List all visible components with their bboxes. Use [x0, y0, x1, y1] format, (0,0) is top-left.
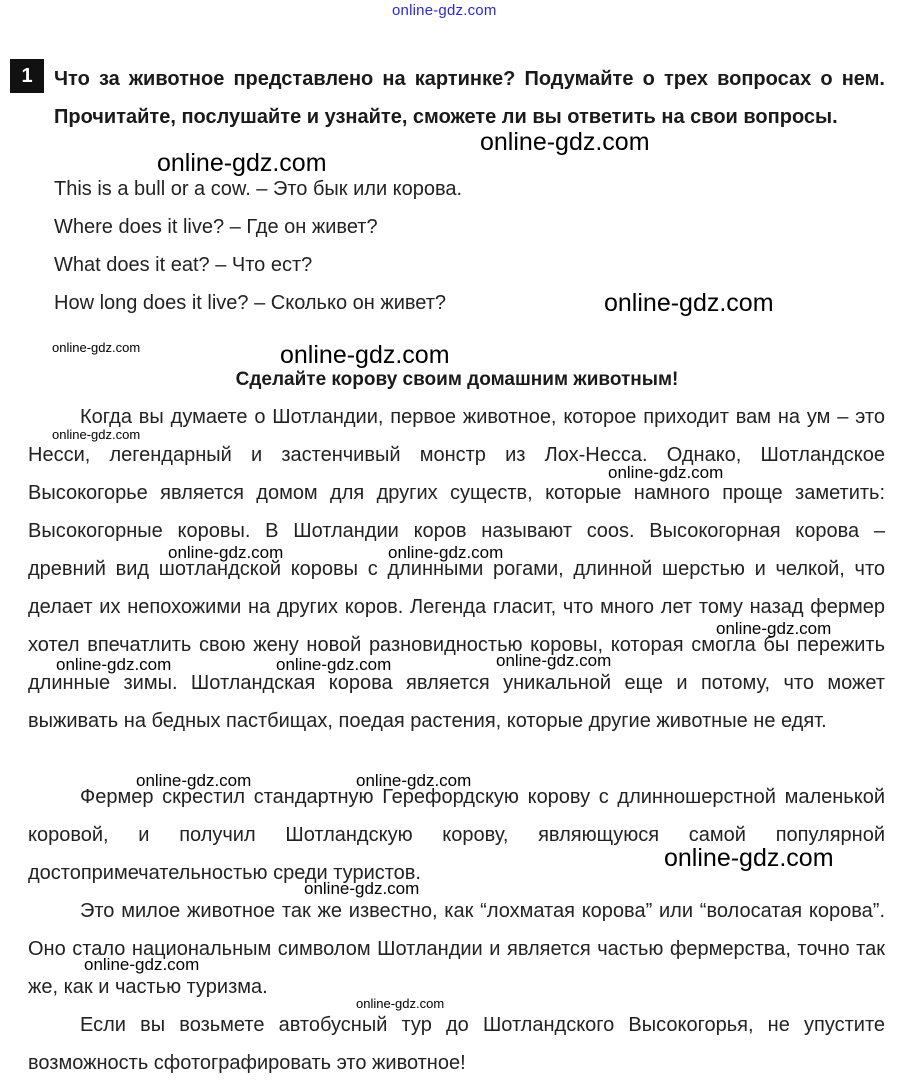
article-paragraph: Если вы возьмете автобусный тур до Шотландского Высокогорья, не упустите возможность сфотографировать это животное! [28, 1014, 885, 1074]
watermark: online-gdz.com [604, 289, 774, 317]
question-line: What does it eat? – Что ест? [54, 254, 313, 276]
watermark: online-gdz.com [276, 655, 392, 674]
watermark: online-gdz.com [84, 955, 200, 974]
question-line: This is a bull or a cow. – Это бык или корова. [54, 178, 463, 200]
watermark: online-gdz.com [168, 543, 284, 562]
watermark: online-gdz.com [388, 543, 504, 562]
watermark: online-gdz.com [52, 340, 141, 355]
task-instruction: Что за животное представлено на картинке? Подумайте о трех вопросах о нем. Прочитайте, послушайте и узнайте, сможете ли вы ответить на свои вопросы. [54, 68, 885, 128]
header-watermark: online-gdz.com [392, 2, 497, 19]
watermark: online-gdz.com [608, 463, 724, 482]
watermark: online-gdz.com [356, 996, 445, 1011]
watermark: online-gdz.com [496, 651, 612, 670]
watermark: online-gdz.com [157, 149, 327, 177]
question-line: Where does it live? – Где он живет? [54, 216, 378, 238]
question-line: How long does it live? – Сколько он живет? [54, 292, 447, 314]
watermark: online-gdz.com [304, 879, 420, 898]
watermark: online-gdz.com [480, 128, 650, 156]
task-number-badge: 1 [10, 59, 44, 93]
article-paragraph: Когда вы думаете о Шотландии, первое животное, которое приходит вам на ум – это Несси, легендарный и застенчивый монстр из Лох-Несса. Однако, Шотландское Высокогорье является домом для других существ, которые намного проще заметить: Высокогорные коровы. В Шотландии коров называют coos. Высокогорная корова – древний вид шотландской коровы с длинными рогами, длинной шерстью и челкой, что делает их непохожими на других коров. Легенда гласит, что много лет тому назад фермер хотел впечатлить свою жену новой разновидностью коровы, которая смогла бы пережить длинные зимы. Шотландская корова является уникальной еще и потому, что может выживать на бедных пастбищах, поедая растения, которые другие животные не едят. [28, 406, 885, 732]
watermark: online-gdz.com [52, 427, 141, 442]
watermark: online-gdz.com [664, 844, 834, 872]
article-title: Сделайте корову своим домашним животным! [235, 369, 679, 390]
watermark: online-gdz.com [136, 771, 252, 790]
article-paragraph: Фермер скрестил стандартную Герефордскую корову с длинношерстной маленькой коровой, и получил Шотландскую корову, являющуюся самой популярной достопримечательностью среди туристов. [28, 786, 885, 884]
watermark: online-gdz.com [280, 341, 450, 369]
watermark: online-gdz.com [356, 771, 472, 790]
article-paragraph: Это милое животное так же известно, как “лохматая корова” или “волосатая корова”. Оно стало национальным символом Шотландии и является частью фермерства, точно так же, как и частью туризма. [28, 900, 885, 998]
watermark: online-gdz.com [56, 655, 172, 674]
watermark: online-gdz.com [716, 619, 832, 638]
